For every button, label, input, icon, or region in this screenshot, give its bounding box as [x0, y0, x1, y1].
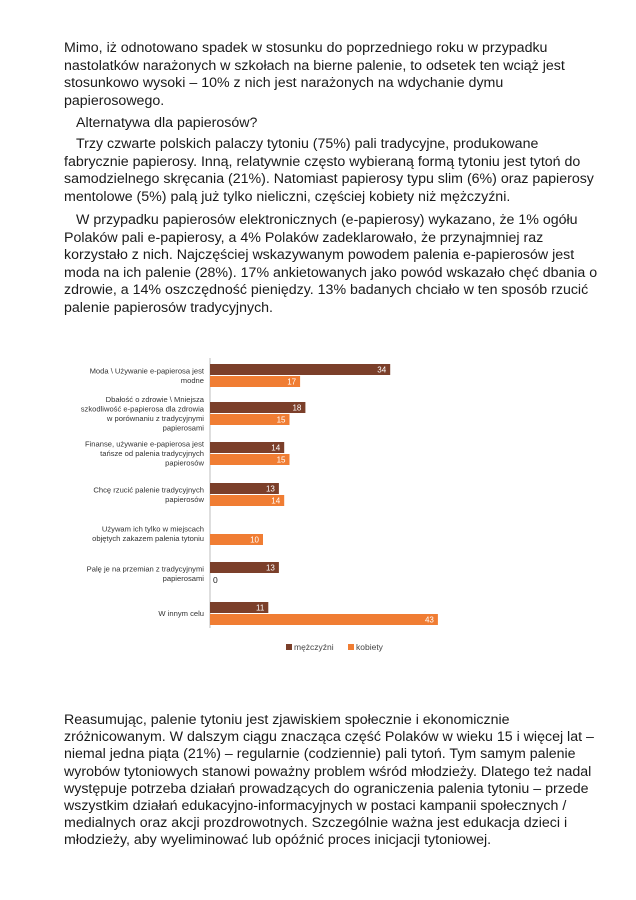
bar-men [210, 402, 305, 413]
bar-value-label: 13 [265, 563, 275, 573]
legend-swatch-women [348, 644, 354, 650]
legend-label: mężczyźni [294, 642, 334, 652]
section-heading: Alternatywa dla papierosów? [76, 115, 258, 131]
paragraph-passive-smoking: Mimo, iż odnotowano spadek w stosunku do poprzedniego roku w przypadku nastolatków narażonych w szkołach na bierne palenie, to odsetek ten wciąż jest stosunkowo wysoki – 10% z nich jest narażonych na wdychanie dymu papierosowego. [64, 40, 565, 109]
category-label: Moda \ Używanie e-papierosa jest modne [89, 366, 204, 385]
bar-value-label: 10 [250, 535, 259, 545]
category-label: Używam ich tylko w miejscach objętych zakazem palenia tytoniu [92, 524, 204, 543]
legend-swatch-men [286, 644, 292, 650]
bar-value-label: 14 [271, 496, 281, 506]
bar-value-label: 17 [287, 377, 297, 387]
bar-value-label: 11 [255, 603, 265, 613]
category-label: Palę je na przemian z tradycyjnymi papierosami [86, 564, 204, 583]
paragraph-e-cigarettes: W przypadku papierosów elektronicznych (e-papierosy) wykazano, że 1% ogółu Polaków pali e-papierosy, a 4% Polaków zadeklarowało, że przynajmniej raz korzystało z nich. Najczęściej wskazywanym powodem palenia e-papierosów jest moda na ich palenie (28%). 17% ankietowanych jako powód wskazało chęć dbania o zdrowie, a 14% oszczędność pieniędzy. 13% badanych chciało w ten sposób rzucić palenie papierosów tradycyjnych. [64, 212, 598, 316]
paragraph-summary: Reasumując, palenie tytoniu jest zjawiskiem społecznie i ekonomicznie zróżnicowanym. W dalszym ciągu znacząca część Polaków w wieku 15 i więcej lat – niemal jedna piąta (21%) – regularnie (codziennie) pali tytoń. Tym samym palenie wyrobów tytoniowych stanowi poważny problem wśród młodzieży. Dlatego też nadal występuje potrzeba działań prowadzących do ograniczenia palenia tytoniu – przede wszystkim działań edukacyjno-informacyjnych w postaci kampanii społecznych / medialnych oraz akcji prozdrowotnych. Szczególnie ważna jest edukacja dzieci i młodzieży, aby wyeliminować lub opóźnić proces inicjacji tytoniowej. [64, 712, 594, 849]
category-label: Dbałość o zdrowie \ Mniejsza szkodliwość e-papierosa dla zdrowia w porównaniu z tradycyjnymi papierosami [80, 394, 204, 433]
e-cigarette-reasons-chart [60, 350, 440, 660]
bar-value-label: 14 [271, 443, 281, 453]
bar-men [210, 364, 390, 375]
bar-value-label: 13 [265, 484, 275, 494]
bar-value-label: 15 [276, 455, 286, 465]
category-label: Finanse, używanie e-papierosa jest tańsze od palenia tradycyjnych papierosów [84, 439, 204, 468]
bar-value-label: 0 [213, 575, 218, 585]
bar-value-label: 18 [292, 403, 302, 413]
bar-value-label: 15 [276, 415, 286, 425]
legend-label: kobiety [356, 642, 383, 652]
bar-value-label: 34 [377, 365, 387, 375]
bar-value-label: 43 [424, 615, 434, 625]
category-label: W innym celu [158, 609, 204, 618]
category-label: Chcę rzucić palenie tradycyjnych papierosów [93, 485, 204, 504]
bar-women [210, 614, 438, 625]
paragraph-cigarette-types: Trzy czwarte polskich palaczy tytoniu (75%) pali tradycyjne, produkowane fabrycznie papierosy. Inną, relatywnie często wybieraną formą tytoniu jest tytoń do samodzielnego skręcania (21%). Natomiast papierosy typu slim (6%) oraz papierosy mentolowe (5%) palą już tylko nieliczni, częściej kobiety niż mężczyźni. [64, 136, 594, 205]
